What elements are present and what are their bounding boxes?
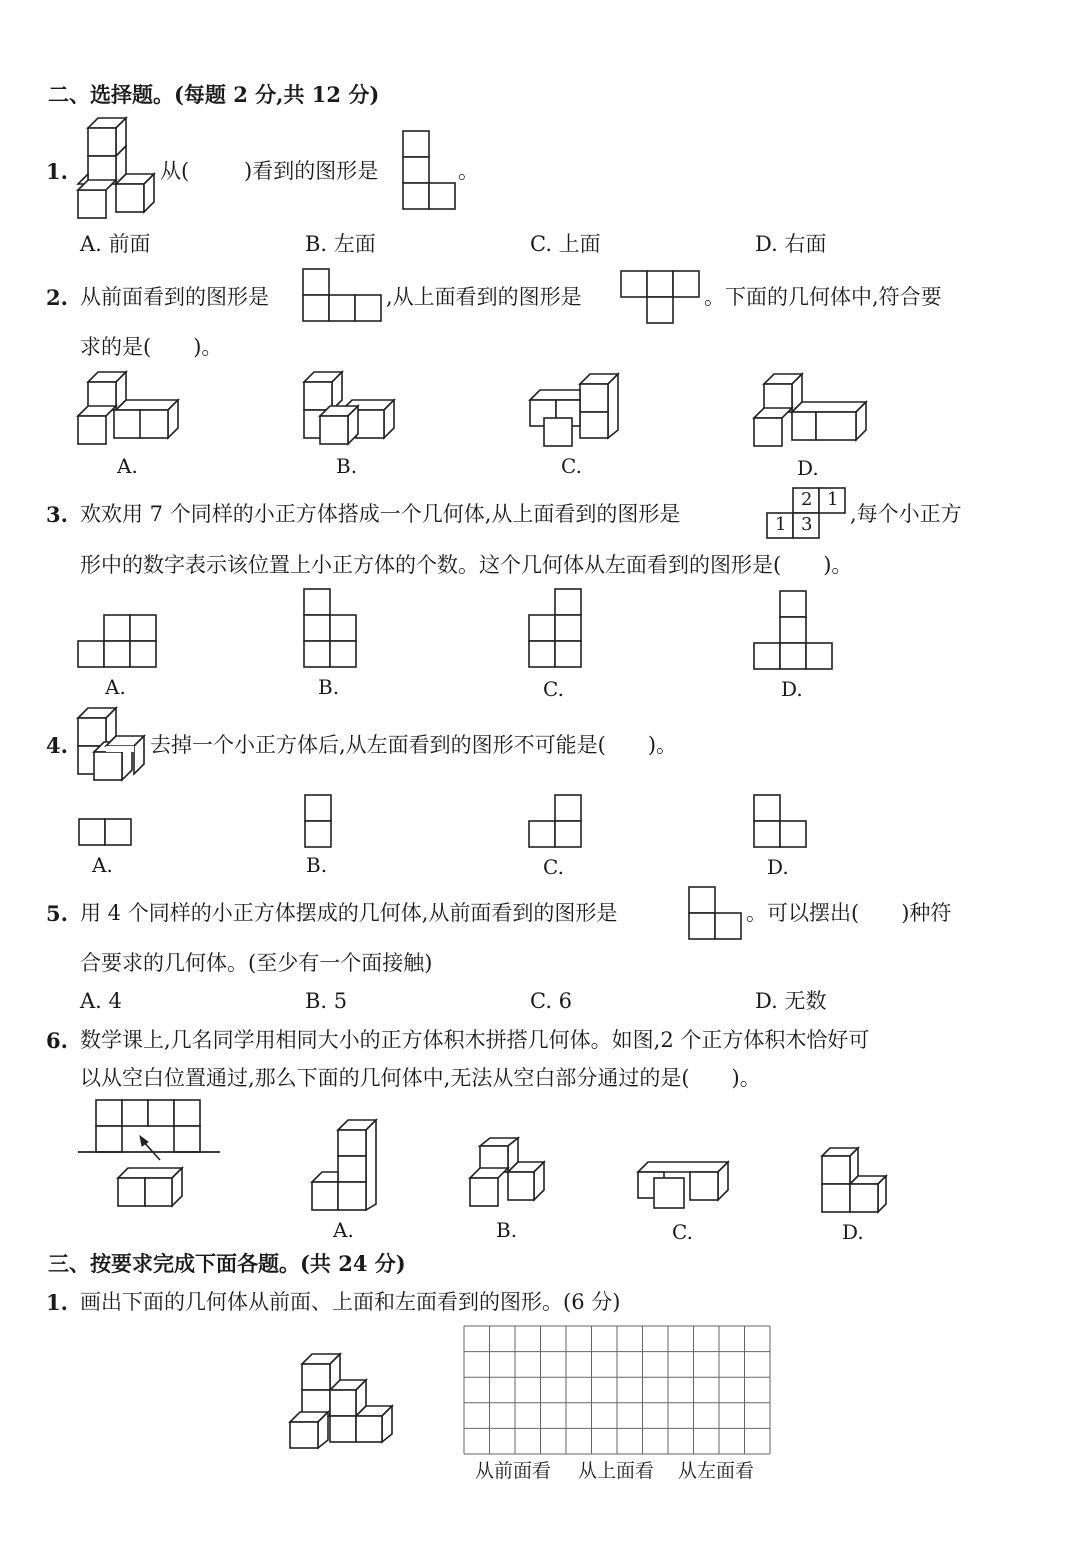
q1-option-c[interactable]: C. 上面 [530, 232, 601, 256]
q6-option-d-figure [818, 1146, 890, 1216]
q6-line1: 数学课上,几名同学用相同大小的正方体积木拼搭几何体。如图,2 个正方体积木恰好可 [80, 1028, 870, 1052]
q1-text-a: 从( [160, 159, 190, 183]
q5-line2: 合要求的几何体。(至少有一个面接触) [80, 951, 433, 975]
q1-text-b: )看到的图形是 [244, 159, 379, 183]
q3-option-b-figure [303, 588, 361, 670]
q6-option-a[interactable]: A. [333, 1218, 354, 1242]
q2-number: 2. [46, 285, 68, 310]
q2-front-view [302, 268, 384, 324]
q5-option-a[interactable]: A. 4 [80, 989, 122, 1013]
q5-option-d[interactable]: D. 无数 [755, 989, 827, 1013]
q5-front-view [688, 886, 746, 942]
q1-number: 1. [46, 159, 68, 184]
q3-option-b[interactable]: B. [318, 675, 340, 699]
q3-number: 3. [46, 502, 68, 527]
q6-option-b[interactable]: B. [496, 1218, 518, 1242]
q2-text-a: 从前面看到的图形是 [80, 285, 269, 309]
q6-option-d[interactable]: D. [842, 1220, 864, 1244]
q4-option-a-figure [78, 818, 136, 848]
q2-top-view [620, 270, 702, 326]
q3-option-d[interactable]: D. [781, 677, 803, 701]
q5-option-c[interactable]: C. 6 [530, 989, 573, 1013]
q6-option-c[interactable]: C. [672, 1220, 693, 1244]
label-front-view: 从前面看 [475, 1460, 552, 1482]
q3-option-c[interactable]: C. [543, 677, 564, 701]
q4-option-d[interactable]: D. [767, 855, 789, 879]
q3-option-d-figure [753, 590, 837, 672]
q4-cube-figure [76, 704, 148, 784]
q5-number: 5. [46, 901, 68, 926]
q2-option-c[interactable]: C. [561, 454, 582, 478]
q3-grid-num-4: 3 [801, 514, 813, 535]
q3-grid-num-3: 1 [775, 514, 787, 535]
s3-q1-text: 画出下面的几何体从前面、上面和左面看到的图形。(6 分) [80, 1290, 621, 1314]
q2-option-d-figure [752, 372, 870, 450]
label-top-view: 从上面看 [578, 1460, 655, 1482]
q3-option-a[interactable]: A. [105, 675, 126, 699]
q5-text-b: 。可以摆出( )种符 [746, 901, 952, 925]
q4-option-c[interactable]: C. [543, 855, 564, 879]
q1-option-a[interactable]: A. 前面 [80, 232, 151, 256]
q2-option-a[interactable]: A. [117, 454, 138, 478]
q4-option-a[interactable]: A. [92, 853, 113, 877]
q2-text-b: ,从上面看到的图形是 [386, 285, 582, 309]
q5-option-b[interactable]: B. 5 [305, 989, 348, 1013]
q6-option-c-figure [636, 1160, 732, 1216]
q6-option-a-figure [310, 1118, 382, 1212]
q1-option-d[interactable]: D. 右面 [755, 232, 827, 256]
drawing-grid[interactable] [463, 1325, 773, 1457]
q6-line2: 以从空白位置通过,那么下面的几何体中,无法从空白部分通过的是( )。 [80, 1066, 761, 1090]
q5-text-a: 用 4 个同样的小正方体摆成的几何体,从前面看到的图形是 [80, 901, 618, 925]
q2-option-c-figure [528, 372, 624, 448]
q1-option-b[interactable]: B. 左面 [305, 232, 376, 256]
q1-cube-figure [76, 116, 156, 222]
q6-number: 6. [46, 1028, 68, 1053]
q3-text-a: 欢欢用 7 个同样的小正方体搭成一个几何体,从上面看到的图形是 [80, 502, 681, 526]
q2-line2: 求的是( )。 [80, 335, 223, 359]
q4-option-b-figure [304, 794, 336, 850]
q4-number: 4. [46, 733, 68, 758]
q1-text-c: 。 [458, 159, 479, 183]
q2-option-a-figure [76, 370, 182, 448]
q2-option-b-figure [302, 370, 398, 448]
q1-view-figure [402, 130, 458, 210]
q2-text-c: 。下面的几何体中,符合要 [704, 285, 942, 309]
q6-option-b-figure [468, 1136, 548, 1210]
q3-option-c-figure [528, 588, 586, 670]
q2-option-b[interactable]: B. [336, 454, 358, 478]
s3-q1-cube-figure [288, 1352, 396, 1452]
section-3-title: 三、按要求完成下面各题。(共 24 分) [48, 1251, 406, 1276]
s3-q1-number: 1. [46, 1290, 68, 1315]
q2-option-d[interactable]: D. [797, 456, 819, 480]
label-left-view: 从左面看 [678, 1460, 755, 1482]
q3-grid-num-2: 1 [827, 489, 839, 510]
q6-wall-figure [78, 1098, 222, 1218]
q3-option-a-figure [77, 614, 161, 670]
q3-line2: 形中的数字表示该位置上小正方体的个数。这个几何体从左面看到的图形是( )。 [80, 553, 853, 577]
q4-option-d-figure [753, 794, 811, 850]
q3-text-b: ,每个小正方 [850, 502, 962, 526]
q4-option-c-figure [528, 794, 586, 850]
section-2-title: 二、选择题。(每题 2 分,共 12 分) [48, 82, 380, 107]
q4-option-b[interactable]: B. [306, 853, 328, 877]
q4-text: 去掉一个小正方体后,从左面看到的图形不可能是( )。 [150, 733, 678, 757]
q3-grid-num-1: 2 [801, 489, 813, 510]
